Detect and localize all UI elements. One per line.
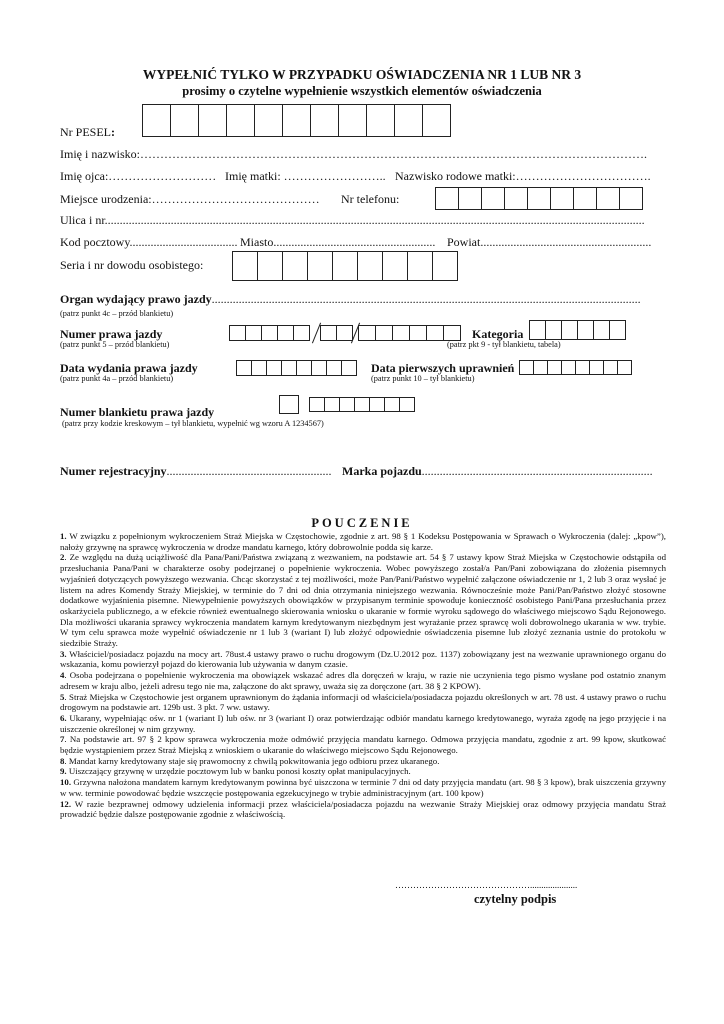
instruction-item: [60, 692, 666, 713]
name-field[interactable]: Imię i nazwisko:……………………………………………………………………………………………………………….: [60, 147, 647, 161]
id-card-boxes[interactable]: [232, 251, 457, 281]
instruction-item: [60, 766, 666, 777]
pesel-boxes[interactable]: [142, 104, 450, 137]
instructions-title: POUCZENIE: [311, 516, 413, 530]
instruction-item: [60, 734, 666, 755]
father-name-field[interactable]: Imię ojca:………………………: [60, 169, 217, 183]
street-field[interactable]: Ulica i nr....................................................................................................................................................................................: [60, 213, 645, 227]
instruction-text: W związku z popełnionym wykroczeniem Straż Miejska w Częstochowie, zgodnie z art. 98 § 1 Kodeksu Postępowania w Sprawach o Wykroczenia (dalej: „kpow”), nałoży grzywnę na sprawcę wykroczenia w drodze mandatu karnego, który dobrowolnie podda się karze.: [60, 531, 666, 552]
issue-date-hint: (patrz punkt 4a – przód blankietu): [60, 374, 174, 383]
vehicle-brand-field[interactable]: Marka pojazdu.............................................................................: [342, 464, 653, 478]
issue-date-boxes[interactable]: [236, 360, 356, 376]
blank-number-letter-box[interactable]: [279, 395, 298, 414]
first-permissions-hint: (patrz punkt 10 – tył blankietu): [371, 374, 475, 383]
license-number-hint: (patrz punkt 5 – przód blankietu): [60, 340, 170, 349]
license-number-boxes-3[interactable]: [358, 325, 460, 341]
instruction-number: 1.: [60, 531, 67, 541]
county-field[interactable]: Powiat.........................................................: [447, 235, 652, 249]
signature-line[interactable]: ……………………………………….....................: [395, 880, 578, 890]
instruction-text: . Straż Miejska w Częstochowie jest organem uprawnionym do żądania informacji od właściciela/posiadacza pojazdu określonych w art. 78 ust. 4 ustawy prawo o ruchu drogowym na podstawie art. 129b ust. 3 pkt. 7 ww. ustawy.: [60, 691, 666, 713]
blank-number-label: Numer blankietu prawa jazdy: [60, 405, 215, 419]
category-label: Kategoria: [472, 327, 524, 341]
id-card-label: Seria i nr dowodu osobistego:: [60, 258, 204, 272]
category-hint: (patrz pkt 9 - tył blankietu, tabela): [447, 340, 561, 349]
instruction-text: . Mandat karny kredytowany staje się prawomocny z chwilą pokwitowania jego odbioru przez ukaranego.: [64, 755, 440, 766]
first-permissions-label: Data pierwszych uprawnień: [371, 361, 515, 375]
instruction-number: 4: [60, 670, 65, 681]
license-number-boxes-1[interactable]: [229, 325, 309, 341]
instruction-item: [60, 649, 666, 670]
city-field[interactable]: Miasto......................................................: [240, 235, 436, 249]
pesel-label: Nr PESEL:: [60, 125, 115, 139]
registration-number-field[interactable]: Numer rejestracyjny.......................................................: [60, 464, 332, 478]
instruction-text: Właściciel/posiadacz pojazdu na mocy art. 78ust.4 ustawy prawo o ruchu drogowym (Dz.U.2012 poz. 1137) zobowiązany jest na wezwanie uprawnionego organu do wskazania, komu powierzył pojazd do kierowania lub używania w danym czasie.: [60, 648, 666, 670]
instruction-text: Grzywna nałożona mandatem karnym kredytowanym powinna być uiszczona w terminie 7 dni od daty przyjęcia mandatu (art. 98 § 3 kpow), brak uiszczenia grzywny w ww. terminie powodować będzie wszczęcie postępowania egzekucyjnego w trybie administracyjnym (art. 100 kpow): [60, 777, 666, 798]
instruction-number: 8: [60, 755, 65, 766]
instruction-item: [60, 531, 666, 552]
license-organ-field[interactable]: Organ wydający prawo jazdy...............................................................................................................................................: [60, 292, 641, 306]
license-number-label: Numer prawa jazdy: [60, 327, 163, 341]
blank-number-digit-boxes[interactable]: [309, 397, 414, 412]
instruction-item: [60, 552, 666, 648]
form-subtitle: prosimy o czytelne wypełnienie wszystkich elementów oświadczenia: [182, 84, 542, 98]
phone-label: Nr telefonu:: [341, 192, 400, 206]
instruction-item: [60, 777, 666, 798]
instruction-number: 10.: [60, 777, 72, 788]
instruction-item: [60, 799, 666, 820]
instruction-number: 9.: [60, 766, 67, 777]
birthplace-field[interactable]: Miejsce urodzenia:……………………………………: [60, 192, 320, 206]
instruction-item: [60, 713, 666, 734]
form-title: WYPEŁNIĆ TYLKO W PRZYPADKU OŚWIADCZENIA NR 1 LUB NR 3: [142, 67, 582, 82]
instruction-number: 6.: [60, 712, 67, 723]
instruction-text: . Osoba podejrzana o popełnienie wykroczenia ma obowiązek wskazać adres dla doręczeń w kraju, w razie nie uczynienia tego pismo wysłane pod ostatnio znanym adresem w kraju albo, jeżeli adresu tego nie ma, załączone do akt sprawy, uważa się za doręczone (art. 38 § 2 KPOW).: [60, 670, 666, 691]
instructions-body: [60, 531, 666, 820]
instruction-number: 7: [60, 734, 65, 745]
instruction-text: . Ze względu na dużą uciążliwość dla Pana/Pani/Państwa związaną z wezwaniem, na podstawie art. 54 § 7 ustawy kpow Straż Miejska w Częstochowie odstąpiła od przesłuchania Pana/Pani w charakterze osoby podejrzanej o popełnienie wykroczenia. Wobec powyższego został/a Pan/Pani zobowiązana do złożenia pisemnych wyjaśnień dotyczących powyższego wezwania. Chcąc skorzystać z tej możliwości, może Pan/Pani/Państwo wypełnić załączone oświadczenie nr 1, 2 lub 3 oraz wysłać je listem na adres Komendy Straży Miejskiej, w terminie do 7 dni od dnia otrzymania niniejszego wezwania. Równocześnie może Pani/Pan/Państwo złożyć stosowne dodatkowe wyjaśnienia pisemne. Niewypełnienie powyższych obowiązków w przypisanym terminie spowoduje konieczność osobistego Pani/Pana przesłuchania przez oskarżyciela publicznego, a w efekcie również ewentualnego skierowania wniosku o ukaranie w formie wyroku sądowego do właściwego miejscowo Sądu Rejonowego. Dla możliwości ukarania sprawcy wykroczenia mandatem karnym kredytowanym niezbędnym jest wyrażanie przez sprawcę woli dobrowolnego ukarania w ww. trybie. W tym celu sprawca może wypełnić oświadczenie nr 1 lub 3 (wariant I) lub złożyć odpowiednie oświadczenia pisemne lub złożyć zeznania ustnie do protokołu w siedzibie Straży.: [60, 552, 666, 649]
license-number-boxes-2[interactable]: [320, 325, 352, 341]
instruction-item: [60, 756, 666, 767]
instruction-text: . Na podstawie art. 97 § 2 kpow sprawca wykroczenia może odmówić przyjęcia mandatu karnego. Odmowa przyjęcia mandatu, zgodnie z art. 99 kpow, skutkować będzie wystąpieniem przez Straż Miejską z wnioskiem o ukaranie do właściwego miejscowo Sądu Rejonowego.: [60, 734, 666, 756]
issue-date-label: Data wydania prawa jazdy: [60, 361, 198, 375]
license-organ-hint: (patrz punkt 4c – przód blankietu): [60, 309, 174, 318]
instruction-number: 12.: [60, 798, 72, 809]
instruction-item: [60, 670, 666, 691]
instruction-text: Uiszczający grzywnę w urzędzie pocztowym lub w banku ponosi koszty opłat manipulacyjnych.: [66, 766, 411, 777]
signature-label: czytelny podpis: [474, 892, 557, 906]
instruction-text: W razie bezprawnej odmowy udzielenia informacji przez właściciela/posiadacza pojazdu na wezwanie Straży Miejskiej oraz odmowy przyjęcia mandatu Straż prowadzić będzie dalsze postępowanie zgodnie z właściwością.: [60, 798, 666, 820]
postal-code-field[interactable]: Kod pocztowy....................................: [60, 235, 238, 249]
phone-boxes[interactable]: [435, 187, 642, 210]
first-permissions-boxes[interactable]: [519, 360, 631, 375]
mother-name-field[interactable]: Imię matki: ……………………..: [225, 169, 386, 183]
category-boxes[interactable]: [529, 320, 625, 340]
mother-maiden-name-field[interactable]: Nazwisko rodowe matki:…………………………….: [395, 169, 651, 183]
instruction-text: Ukarany, wypełniając ośw. nr 1 (wariant I) lub ośw. nr 3 (wariant I) oraz potwierdzając odbiór mandatu karnego kredytowanego, wyraża zgodę na jego przyjęcie i na uiszczenie określonej w nim grzywny.: [60, 712, 666, 734]
instruction-number: 5: [60, 691, 65, 702]
instruction-number: 3.: [60, 648, 67, 659]
instruction-number: 2: [60, 552, 65, 563]
blank-number-hint: (patrz przy kodzie kreskowym – tył blankietu, wypełnić wg wzoru A 1234567): [62, 419, 324, 428]
